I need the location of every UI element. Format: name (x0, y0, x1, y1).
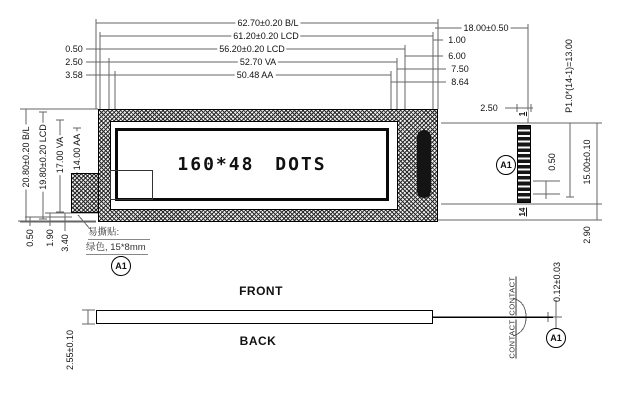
dim-width-bl: 62.70±0.20 B/L (237, 18, 299, 28)
dim-offset-right-1: 1.00 (448, 35, 466, 45)
dim-width-lcd-outer: 61.20±0.20 LCD (233, 31, 299, 41)
dim-offset-left-1: 0.50 (65, 44, 83, 54)
detail-ref-a1-side: A1 (496, 155, 516, 175)
front-view-label: FRONT (239, 284, 283, 298)
dim-module-thickness: 2.55±0.10 (65, 330, 75, 370)
dim-offset-left-2: 2.50 (65, 57, 83, 67)
pin-1-label: 1 (518, 111, 527, 117)
detail-ref-a1-bottom: A1 (546, 328, 566, 348)
dim-pin-pitch: P1.0*(14-1)=13.00 (564, 39, 574, 113)
contact-label-bottom: CONTACT (507, 319, 517, 359)
dim-width-va: 52.70 VA (239, 57, 277, 67)
display-resolution-text: 160*48 DOTS (177, 154, 327, 175)
dim-height-bl: 20.80±0.20 B/L (21, 126, 31, 188)
sticker-tab (71, 173, 99, 213)
dim-bottom-margin: 2.90 (582, 226, 592, 244)
contact-strip (417, 130, 431, 198)
contact-label-top: CONTACT (507, 276, 517, 316)
dim-height-lcd: 19.80±0.20 LCD (38, 124, 48, 190)
dim-height-va: 17.00 VA (55, 136, 65, 174)
dim-connector-width: 2.50 (480, 103, 498, 113)
connector-pins (517, 125, 531, 203)
dim-offset-left-3: 3.58 (65, 70, 83, 80)
dim-offset-right-3: 7.50 (451, 64, 469, 74)
dim-offset-right-4: 8.64 (451, 77, 469, 87)
display-window (115, 128, 389, 201)
back-view-label: BACK (239, 334, 277, 348)
dim-offset-bottom-3: 3.40 (60, 234, 70, 252)
sticker-note-line2: 绿色, 15*8mm (86, 242, 148, 255)
dim-height-aa: 14.00 AA (72, 133, 82, 171)
pin-14-label: 14 (518, 207, 527, 217)
detail-ref-a1-front: A1 (111, 256, 131, 276)
dim-offset-bottom-2: 1.90 (45, 229, 55, 247)
dim-pin-width: 0.50 (547, 153, 557, 171)
dim-tail-length: 18.00±0.50 (463, 23, 509, 33)
dim-contact-thickness: 0.12±0.03 (552, 262, 562, 302)
sticker-outline (110, 170, 153, 200)
dim-width-aa: 50.48 AA (236, 70, 274, 80)
dim-width-lcd-inner: 56.20±0.20 LCD (219, 44, 285, 54)
sticker-note-line1: 易撕贴: (88, 227, 150, 240)
dim-offset-right-2: 6.00 (448, 51, 466, 61)
dim-offset-bottom-1: 0.50 (25, 229, 35, 247)
module-edge-bar (96, 310, 433, 324)
dim-contact-length: 15.00±0.10 (582, 139, 592, 185)
